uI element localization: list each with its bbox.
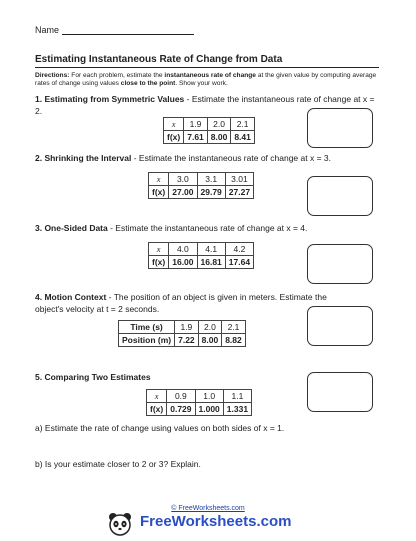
table-cell: Time (s)	[119, 321, 175, 334]
table-cell: 16.81	[197, 256, 225, 269]
problem-5-heading: 5. Comparing Two Estimates	[35, 372, 151, 382]
table-cell: 1.1	[223, 390, 251, 403]
table-cell: f(x)	[149, 256, 169, 269]
problem-5-part-a: a) Estimate the rate of change using values on both sides of x = 1.	[35, 423, 285, 433]
problem-1-text: - Estimate the instantaneous rate of change at x = 2.	[35, 94, 375, 116]
answer-box-4[interactable]	[307, 306, 373, 346]
directions-text-2: at the given value by computing average rates of change using values	[35, 72, 377, 88]
table-cell: 0.729	[167, 403, 195, 416]
problem-2-text: - Estimate the instantaneous rate of change at x = 3.	[131, 153, 331, 163]
directions-text-1: For each problem, estimate the	[69, 72, 165, 79]
problem-5-table	[146, 389, 252, 416]
table-cell: 3.0	[169, 173, 197, 186]
table-cell: x	[164, 118, 184, 131]
table-cell: f(x)	[164, 131, 184, 144]
answer-box-3[interactable]	[307, 244, 373, 284]
directions-text-3: . Show your work.	[175, 80, 228, 88]
table-cell: 1.331	[223, 403, 251, 416]
table-cell: 1.9	[175, 321, 199, 334]
table-cell: f(x)	[147, 403, 167, 416]
problem-2-prompt	[35, 153, 375, 165]
problem-3-text: - Estimate the instantaneous rate of change at x = 4.	[107, 223, 308, 233]
table-cell: 2.1	[222, 321, 246, 334]
copyright-link[interactable]: © FreeWorksheets.com	[171, 505, 245, 512]
title-rule	[35, 67, 379, 68]
problem-5-part-b: b) Is your estimate closer to 2 or 3? Explain.	[35, 459, 201, 469]
problem-3-prompt	[35, 223, 375, 235]
table-cell: 2.0	[207, 118, 231, 131]
problem-3-heading: 3. One-Sided Data	[35, 223, 108, 233]
problem-4-heading: 4. Motion Context	[35, 292, 107, 302]
directions	[35, 72, 380, 89]
answer-box-2[interactable]	[307, 176, 373, 216]
table-cell: 17.64	[225, 256, 253, 269]
table-cell: x	[147, 390, 167, 403]
problem-2-table	[148, 172, 254, 199]
table-cell: 27.27	[225, 186, 253, 199]
problem-4-text: - The position of an object is given in meters. Estimate the object's velocity at t = 2 seconds.	[35, 292, 327, 314]
table-cell: f(x)	[149, 186, 169, 199]
problem-3-table	[148, 242, 254, 269]
table-cell: 29.79	[197, 186, 225, 199]
table-cell: 3.01	[225, 173, 253, 186]
table-cell: 4.1	[197, 243, 225, 256]
table-cell: 8.82	[222, 334, 246, 347]
directions-lead: Directions:	[35, 72, 70, 79]
table-cell: 7.22	[175, 334, 199, 347]
table-cell: 1.0	[195, 390, 223, 403]
table-cell: Position (m)	[119, 334, 175, 347]
name-label: Name	[35, 25, 60, 35]
table-cell: 3.1	[197, 173, 225, 186]
table-cell: 7.61	[184, 131, 208, 144]
table-cell: 8.00	[207, 131, 231, 144]
table-cell: 1.9	[184, 118, 208, 131]
problem-2-heading: 2. Shrinking the Interval	[35, 153, 132, 163]
worksheet-title: Estimating Instantaneous Rate of Change from Data	[35, 54, 283, 65]
problem-5-prompt	[35, 372, 295, 384]
directions-bold-1: instantaneous rate of change	[164, 72, 256, 79]
table-cell: 4.2	[225, 243, 253, 256]
answer-box-1[interactable]	[307, 108, 373, 148]
table-cell: 0.9	[167, 390, 195, 403]
table-cell: 16.00	[169, 256, 197, 269]
problem-1-heading: 1. Estimating from Symmetric Values	[35, 94, 185, 104]
table-cell: 4.0	[169, 243, 197, 256]
table-cell: 8.41	[231, 131, 255, 144]
table-cell: 1.000	[195, 403, 223, 416]
name-line	[62, 34, 194, 35]
panda-logo-icon	[108, 512, 132, 536]
table-cell: 27.00	[169, 186, 197, 199]
table-cell: x	[149, 243, 169, 256]
table-cell: 2.0	[198, 321, 222, 334]
logo-text: FreeWorksheets.com	[140, 513, 292, 530]
table-cell: 8.00	[198, 334, 222, 347]
problem-4-table	[118, 320, 246, 347]
table-cell: x	[149, 173, 169, 186]
problem-1-table	[163, 117, 255, 144]
table-cell: 2.1	[231, 118, 255, 131]
directions-bold-2: close to the point	[120, 80, 176, 88]
answer-box-5[interactable]	[307, 372, 373, 412]
